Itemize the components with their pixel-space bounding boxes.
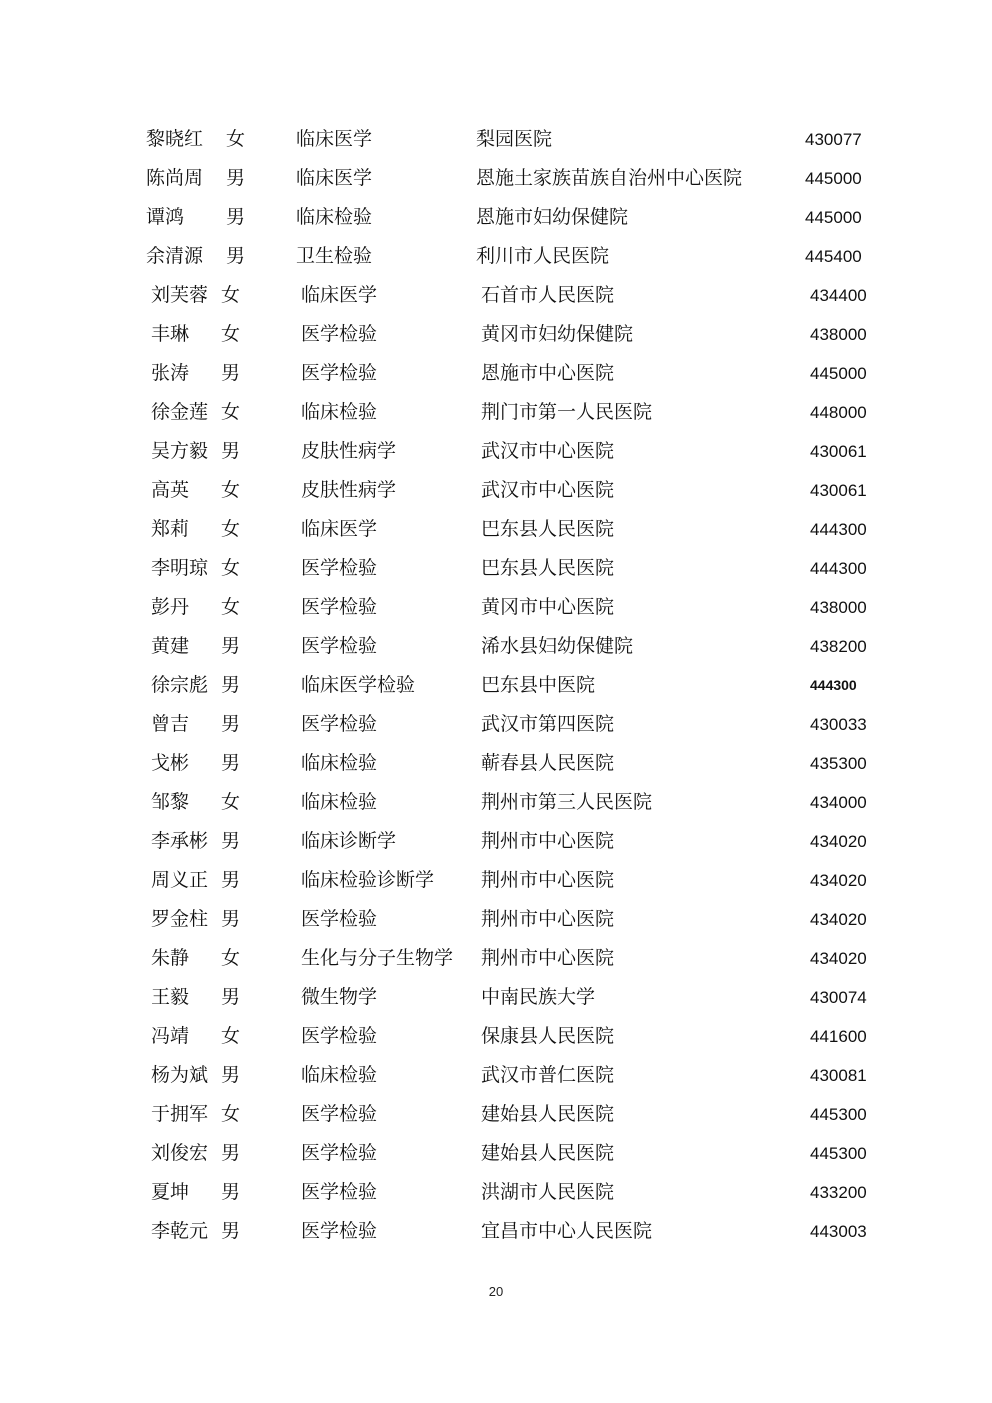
person-major: 临床检验 [301, 791, 378, 813]
person-sex: 男 [221, 362, 241, 384]
person-name: 李明琼 [151, 557, 209, 579]
person-unit: 宜昌市中心人民医院 [481, 1220, 653, 1242]
roster-row [0, 276, 992, 315]
person-name: 彭丹 [151, 596, 190, 618]
person-name: 吴方毅 [151, 440, 209, 462]
person-sex: 女 [221, 401, 241, 423]
person-major: 临床医学 [296, 128, 373, 150]
person-name: 高英 [151, 479, 190, 501]
person-unit: 武汉市普仁医院 [481, 1064, 615, 1086]
person-major: 卫生检验 [296, 245, 373, 267]
postal-code: 434020 [810, 871, 867, 890]
postal-code: 443003 [810, 1222, 867, 1241]
person-name: 夏坤 [151, 1181, 190, 1203]
postal-code: 434020 [810, 949, 867, 968]
postal-code: 430077 [805, 130, 862, 149]
person-sex: 女 [221, 1103, 241, 1125]
roster-row [0, 705, 992, 744]
person-name: 邹黎 [151, 791, 190, 813]
postal-code: 438000 [810, 325, 867, 344]
postal-code: 438200 [810, 637, 867, 656]
person-unit: 荆州市中心医院 [481, 830, 615, 852]
person-name: 黎晓红 [146, 128, 204, 150]
person-unit: 浠水县妇幼保健院 [481, 635, 634, 657]
roster-row [0, 432, 992, 471]
person-major: 医学检验 [301, 557, 378, 579]
person-sex: 女 [221, 284, 241, 306]
person-unit: 武汉市第四医院 [481, 713, 615, 735]
roster-row [0, 744, 992, 783]
person-name: 谭鸿 [146, 206, 185, 228]
person-unit: 梨园医院 [476, 128, 553, 150]
person-major: 医学检验 [301, 1025, 378, 1047]
person-sex: 女 [221, 791, 241, 813]
person-major: 医学检验 [301, 713, 378, 735]
person-name: 余清源 [146, 245, 204, 267]
person-name: 张涛 [151, 362, 190, 384]
person-unit: 洪湖市人民医院 [481, 1181, 615, 1203]
person-unit: 建始县人民医院 [481, 1142, 615, 1164]
person-major: 微生物学 [301, 986, 378, 1008]
person-major: 临床检验 [301, 752, 378, 774]
postal-code: 448000 [810, 403, 867, 422]
person-unit: 武汉市中心医院 [481, 440, 615, 462]
postal-code: 441600 [810, 1027, 867, 1046]
person-major: 医学检验 [301, 635, 378, 657]
person-major: 医学检验 [301, 1142, 378, 1164]
person-name: 周义正 [151, 869, 209, 891]
roster-row [0, 1056, 992, 1095]
person-unit: 建始县人民医院 [481, 1103, 615, 1125]
person-sex: 女 [221, 557, 241, 579]
roster-row [0, 978, 992, 1017]
postal-code: 444300 [810, 677, 857, 693]
person-unit: 武汉市中心医院 [481, 479, 615, 501]
roster-list [0, 120, 992, 1251]
person-name: 戈彬 [151, 752, 190, 774]
person-major: 医学检验 [301, 596, 378, 618]
postal-code: 433200 [810, 1183, 867, 1202]
person-unit: 蕲春县人民医院 [481, 752, 615, 774]
roster-row [0, 354, 992, 393]
postal-code: 445000 [805, 208, 862, 227]
person-sex: 男 [221, 1220, 241, 1242]
person-name: 刘芙蓉 [151, 284, 209, 306]
person-sex: 男 [221, 908, 241, 930]
roster-row [0, 822, 992, 861]
person-sex: 男 [221, 752, 241, 774]
person-major: 医学检验 [301, 1181, 378, 1203]
person-name: 罗金柱 [151, 908, 209, 930]
person-sex: 女 [221, 323, 241, 345]
roster-row [0, 1095, 992, 1134]
person-sex: 男 [221, 830, 241, 852]
person-sex: 男 [221, 440, 241, 462]
postal-code: 430061 [810, 481, 867, 500]
postal-code: 445300 [810, 1105, 867, 1124]
roster-row [0, 783, 992, 822]
person-unit: 荆州市中心医院 [481, 869, 615, 891]
person-sex: 男 [221, 713, 241, 735]
person-major: 医学检验 [301, 908, 378, 930]
postal-code: 445300 [810, 1144, 867, 1163]
person-name: 徐金莲 [151, 401, 209, 423]
person-sex: 男 [226, 167, 246, 189]
person-name: 于拥军 [151, 1103, 209, 1125]
person-major: 皮肤性病学 [301, 479, 397, 501]
roster-row [0, 120, 992, 159]
roster-row [0, 588, 992, 627]
person-name: 李乾元 [151, 1220, 209, 1242]
person-unit: 恩施土家族苗族自治州中心医院 [476, 167, 743, 189]
person-unit: 巴东县中医院 [481, 674, 596, 696]
person-sex: 女 [221, 1025, 241, 1047]
person-unit: 荆门市第一人民医院 [481, 401, 653, 423]
person-major: 临床医学 [301, 518, 378, 540]
person-sex: 男 [221, 1064, 241, 1086]
person-unit: 黄冈市妇幼保健院 [481, 323, 634, 345]
person-name: 刘俊宏 [151, 1142, 209, 1164]
person-sex: 女 [221, 596, 241, 618]
person-name: 朱静 [151, 947, 190, 969]
person-unit: 保康县人民医院 [481, 1025, 615, 1047]
person-major: 生化与分子生物学 [301, 947, 454, 969]
person-unit: 荆州市中心医院 [481, 908, 615, 930]
person-unit: 巴东县人民医院 [481, 557, 615, 579]
roster-row [0, 315, 992, 354]
person-sex: 男 [221, 1142, 241, 1164]
postal-code: 434020 [810, 910, 867, 929]
person-name: 徐宗彪 [151, 674, 209, 696]
person-sex: 女 [221, 947, 241, 969]
person-sex: 女 [221, 518, 241, 540]
person-major: 临床医学 [301, 284, 378, 306]
person-major: 临床医学检验 [301, 674, 416, 696]
person-name: 丰琳 [151, 323, 190, 345]
roster-row [0, 627, 992, 666]
person-major: 医学检验 [301, 1220, 378, 1242]
roster-row [0, 471, 992, 510]
postal-code: 444300 [810, 559, 867, 578]
person-sex: 男 [226, 206, 246, 228]
person-major: 临床诊断学 [301, 830, 397, 852]
roster-row [0, 1212, 992, 1251]
postal-code: 430061 [810, 442, 867, 461]
roster-row [0, 198, 992, 237]
person-name: 黄建 [151, 635, 190, 657]
person-major: 临床检验诊断学 [301, 869, 435, 891]
person-name: 杨为斌 [151, 1064, 209, 1086]
person-sex: 男 [221, 674, 241, 696]
person-major: 临床医学 [296, 167, 373, 189]
person-major: 临床检验 [296, 206, 373, 228]
postal-code: 438000 [810, 598, 867, 617]
postal-code: 430033 [810, 715, 867, 734]
person-major: 临床检验 [301, 1064, 378, 1086]
roster-row [0, 939, 992, 978]
person-major: 医学检验 [301, 362, 378, 384]
person-major: 医学检验 [301, 1103, 378, 1125]
roster-row [0, 1173, 992, 1212]
person-sex: 女 [226, 128, 246, 150]
postal-code: 444300 [810, 520, 867, 539]
postal-code: 430081 [810, 1066, 867, 1085]
person-name: 冯靖 [151, 1025, 190, 1047]
person-sex: 男 [221, 1181, 241, 1203]
roster-row [0, 1134, 992, 1173]
roster-row [0, 1017, 992, 1056]
person-unit: 恩施市妇幼保健院 [476, 206, 629, 228]
person-name: 李承彬 [151, 830, 209, 852]
person-unit: 恩施市中心医院 [481, 362, 615, 384]
person-unit: 利川市人民医院 [476, 245, 610, 267]
postal-code: 434020 [810, 832, 867, 851]
person-sex: 男 [221, 869, 241, 891]
postal-code: 435300 [810, 754, 867, 773]
person-unit: 巴东县人民医院 [481, 518, 615, 540]
person-name: 郑莉 [151, 518, 190, 540]
roster-row [0, 159, 992, 198]
postal-code: 445000 [810, 364, 867, 383]
roster-row [0, 549, 992, 588]
postal-code: 445400 [805, 247, 862, 266]
person-unit: 荆州市第三人民医院 [481, 791, 653, 813]
person-sex: 男 [221, 986, 241, 1008]
page-number: 20 [488, 1284, 504, 1299]
person-major: 临床检验 [301, 401, 378, 423]
postal-code: 430074 [810, 988, 867, 1007]
postal-code: 434000 [810, 793, 867, 812]
person-sex: 男 [226, 245, 246, 267]
person-major: 医学检验 [301, 323, 378, 345]
roster-row [0, 237, 992, 276]
person-name: 陈尚周 [146, 167, 204, 189]
person-unit: 荆州市中心医院 [481, 947, 615, 969]
postal-code: 434400 [810, 286, 867, 305]
postal-code: 445000 [805, 169, 862, 188]
roster-row [0, 666, 992, 705]
person-sex: 男 [221, 635, 241, 657]
roster-row [0, 510, 992, 549]
person-name: 曾吉 [151, 713, 190, 735]
person-unit: 黄冈市中心医院 [481, 596, 615, 618]
roster-row [0, 393, 992, 432]
person-major: 皮肤性病学 [301, 440, 397, 462]
person-name: 王毅 [151, 986, 190, 1008]
person-sex: 女 [221, 479, 241, 501]
roster-row [0, 861, 992, 900]
person-unit: 中南民族大学 [481, 986, 596, 1008]
person-unit: 石首市人民医院 [481, 284, 615, 306]
roster-row [0, 900, 992, 939]
